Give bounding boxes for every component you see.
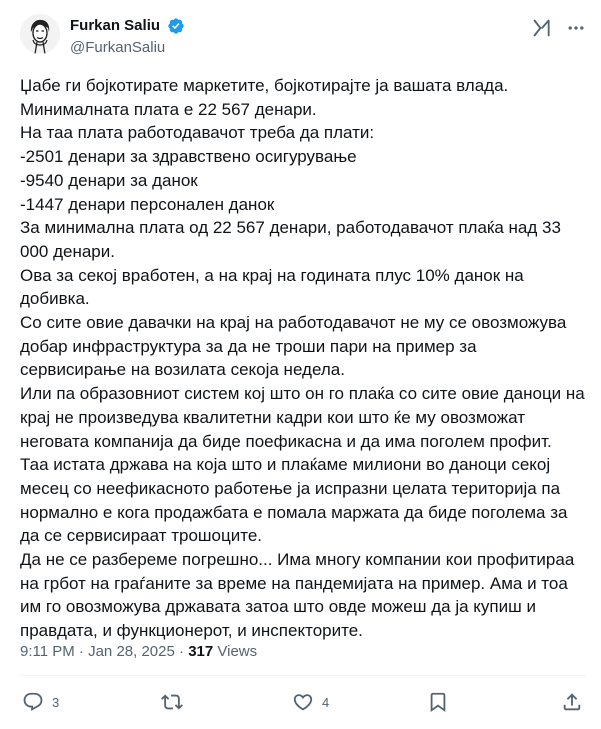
reply-button[interactable] [22,690,59,714]
meta-separator: · [78,643,84,660]
repost-icon [161,691,183,713]
action-bar [20,688,586,716]
grok-icon[interactable] [532,18,552,38]
verified-badge-icon[interactable] [167,17,185,35]
author-display-name[interactable]: Furkan Saliu [70,17,161,34]
repost-button[interactable] [161,690,191,714]
header-actions [532,18,586,38]
tweet-header [20,14,586,62]
reply-count: 3 [52,694,60,710]
avatar-portrait-icon [20,14,60,54]
tweet-date[interactable]: Jan 28, 2025 [88,643,175,660]
views-label: Views [217,643,258,660]
reply-icon [22,691,44,713]
avatar[interactable] [20,14,60,54]
tweet-text: Џабе ги бојкотирате маркетите, бојкотирајте ја вашата влада. Минималната плата е 22 567 денари. На таа плата работодавачот треба да плати: -2501 денари за здравствено осигурување -9540 денари за данок -1447 денари персонален данок За минимална плата од 22 567 денари, работодавачот плаќа над 33 000 денари. Ова за секој вработен, а на крај на годината плус 10% данок на добивка. Со сите овие давачки на крај на работодавачот не му се овозможува добар инфраструктура за да не троши пари на пример за сервисирање на возилата секоја недела. Или па образовниот систем кој што он го плаќа со сите овие даноци на крај не произведува квалитетни кадри кои што ќе му овозможат неговата компанија да биде поефикасна и да има поголем профит. Таа истата држава на која што и плаќаме милиони во даноци секој месец со неефикасното работење ја испразни целата територија па нормално е кога продажбата е помала маржата да биде поголема за да се сервисираат трошоците. Да не се разбереме погрешно... Има многу компании кои профитираа на грбот на граѓаните за време на пандемијата на пример. Ама и тоа им го овозможува државата затоа што овде можеш да ја купиш и правдата, и функционерот, и инспекторите. [20,76,585,641]
views-count: 317 [188,643,214,660]
tweet-time[interactable]: 9:11 PM [20,643,75,660]
meta-separator-2: · [179,643,185,660]
author-names [70,16,185,58]
author-handle[interactable]: @FurkanSaliu [70,39,166,56]
share-icon [561,691,583,713]
divider [20,675,586,676]
heart-icon [292,691,314,713]
share-button[interactable] [561,690,583,714]
tweet-meta [20,642,257,662]
more-icon[interactable] [566,18,586,38]
bookmark-button[interactable] [427,690,449,714]
bookmark-icon [427,691,449,713]
like-button[interactable] [292,690,329,714]
like-count: 4 [322,694,330,710]
